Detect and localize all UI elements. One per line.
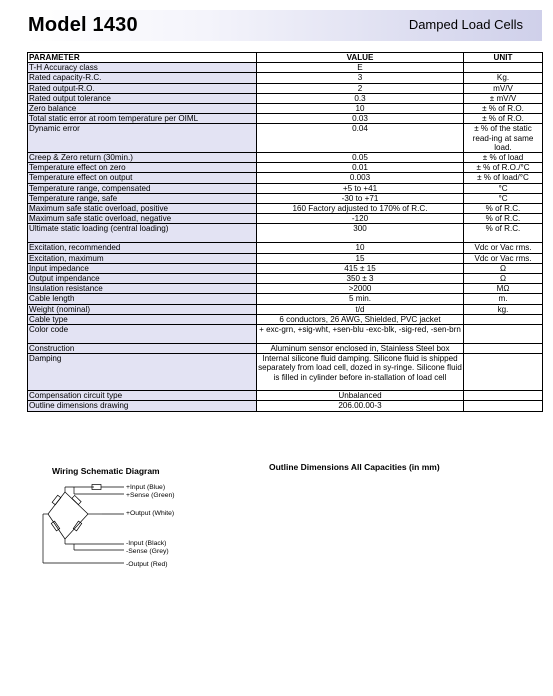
- table-row: [28, 354, 543, 391]
- value-cell: 0.04: [257, 124, 464, 153]
- table-row: [28, 153, 543, 163]
- wire-label-plus-output: +Output (White): [126, 510, 175, 517]
- unit-cell: [464, 314, 543, 324]
- value-cell: 160 Factory adjusted to 170% of R.C.: [257, 204, 464, 214]
- outline-dimensions-title: Outline Dimensions All Capacities (in mm): [269, 462, 440, 472]
- wiring-schematic-icon: [40, 484, 130, 569]
- unit-cell: Ω: [464, 263, 543, 273]
- unit-cell: MΩ: [464, 284, 543, 294]
- table-row: [28, 114, 543, 124]
- wire-label-plus-sense: +Sense (Green): [126, 492, 175, 499]
- unit-cell: ± % of the static read-ing at same load.: [464, 124, 543, 153]
- col-header-value: VALUE: [257, 53, 464, 63]
- param-cell: Rated output tolerance: [28, 93, 257, 103]
- value-cell: 5 min.: [257, 294, 464, 304]
- table-row: [28, 73, 543, 83]
- param-cell: Temperature range, compensated: [28, 183, 257, 193]
- param-cell: Damping: [28, 354, 257, 391]
- value-cell: 10: [257, 104, 464, 114]
- unit-cell: [464, 325, 543, 344]
- unit-cell: Vdc or Vac rms.: [464, 243, 543, 253]
- param-cell: Ultimate static loading (central loading): [28, 224, 257, 243]
- param-cell: Maximum safe static overload, positive: [28, 204, 257, 214]
- wiring-diagram-title: Wiring Schematic Diagram: [52, 466, 160, 476]
- table-row: [28, 204, 543, 214]
- table-row: [28, 83, 543, 93]
- unit-cell: % of R.C.: [464, 224, 543, 243]
- param-cell: Excitation, recommended: [28, 243, 257, 253]
- table-row: [28, 294, 543, 304]
- table-row: [28, 93, 543, 103]
- value-cell: 0.01: [257, 163, 464, 173]
- value-cell: -120: [257, 214, 464, 224]
- param-cell: Weight (nominal): [28, 304, 257, 314]
- unit-cell: ± % of R.O./°C: [464, 163, 543, 173]
- value-cell: + exc-grn, +sig-wht, +sen-blu -exc-blk, -sig-red, -sen-brn: [257, 325, 464, 344]
- table-row: [28, 63, 543, 73]
- table-row: [28, 224, 543, 243]
- value-cell: >2000: [257, 284, 464, 294]
- param-cell: Dynamic error: [28, 124, 257, 153]
- value-cell: 300: [257, 224, 464, 243]
- value-cell: 0.05: [257, 153, 464, 163]
- model-title: Model 1430: [28, 14, 138, 36]
- unit-cell: [464, 63, 543, 73]
- unit-cell: m.: [464, 294, 543, 304]
- value-cell: 6 conductors, 26 AWG, Shielded, PVC jacket: [257, 314, 464, 324]
- value-cell: Unbalanced: [257, 391, 464, 401]
- wire-label-minus-sense: -Sense (Grey): [126, 548, 169, 555]
- unit-cell: [464, 354, 543, 391]
- value-cell: 0.003: [257, 173, 464, 183]
- unit-cell: °C: [464, 183, 543, 193]
- unit-cell: ± % of load: [464, 153, 543, 163]
- table-row: [28, 344, 543, 354]
- param-cell: Output impendance: [28, 274, 257, 284]
- unit-cell: ± mV/V: [464, 93, 543, 103]
- table-row: [28, 314, 543, 324]
- unit-cell: [464, 391, 543, 401]
- value-cell: 15: [257, 253, 464, 263]
- table-header: [28, 53, 543, 63]
- unit-cell: Kg.: [464, 73, 543, 83]
- table-row: [28, 193, 543, 203]
- param-cell: Rated output-R.O.: [28, 83, 257, 93]
- param-cell: Temperature effect on output: [28, 173, 257, 183]
- table-row: [28, 263, 543, 273]
- unit-cell: Ω: [464, 274, 543, 284]
- table-row: [28, 325, 543, 344]
- unit-cell: % of R.C.: [464, 214, 543, 224]
- wire-label-minus-input: -Input (Black): [126, 540, 167, 547]
- value-cell: E: [257, 63, 464, 73]
- value-cell: 415 ± 15: [257, 263, 464, 273]
- table-row: [28, 304, 543, 314]
- param-cell: Temperature range, safe: [28, 193, 257, 203]
- param-cell: T-H Accuracy class: [28, 63, 257, 73]
- unit-cell: [464, 401, 543, 411]
- unit-cell: mV/V: [464, 83, 543, 93]
- unit-cell: ± % of load/°C: [464, 173, 543, 183]
- param-cell: Insulation resistance: [28, 284, 257, 294]
- param-cell: Outline dimensions drawing: [28, 401, 257, 411]
- wire-label-minus-output: -Output (Red): [126, 561, 168, 568]
- value-cell: 350 ± 3: [257, 274, 464, 284]
- value-cell: 206.00.00-3: [257, 401, 464, 411]
- product-subtitle: Damped Load Cells: [408, 17, 523, 32]
- unit-cell: ± % of R.O.: [464, 114, 543, 124]
- unit-cell: Vdc or Vac rms.: [464, 253, 543, 263]
- param-cell: Creep & Zero return (30min.): [28, 153, 257, 163]
- param-cell: Compensation circuit type: [28, 391, 257, 401]
- value-cell: 10: [257, 243, 464, 253]
- value-cell: -30 to +71: [257, 193, 464, 203]
- param-cell: Excitation, maximum: [28, 253, 257, 263]
- value-cell: +5 to +41: [257, 183, 464, 193]
- param-cell: Color code: [28, 325, 257, 344]
- param-cell: Rated capacity-R.C.: [28, 73, 257, 83]
- table-row: [28, 124, 543, 153]
- unit-cell: kg.: [464, 304, 543, 314]
- table-row: [28, 274, 543, 284]
- param-cell: Zero balance: [28, 104, 257, 114]
- wire-label-plus-input: +Input (Blue): [126, 484, 166, 491]
- value-cell: 2: [257, 83, 464, 93]
- param-cell: Cable length: [28, 294, 257, 304]
- table-row: [28, 214, 543, 224]
- table-row: [28, 104, 543, 114]
- param-cell: Construction: [28, 344, 257, 354]
- param-cell: Maximum safe static overload, negative: [28, 214, 257, 224]
- param-cell: Total static error at room temperature per OIML: [28, 114, 257, 124]
- unit-cell: % of R.C.: [464, 204, 543, 214]
- table-row: [28, 243, 543, 253]
- value-cell: Aluminum sensor enclosed in, Stainless Steel box: [257, 344, 464, 354]
- param-cell: Input impedance: [28, 263, 257, 273]
- unit-cell: ± % of R.O.: [464, 104, 543, 114]
- param-cell: Cable type: [28, 314, 257, 324]
- unit-cell: [464, 344, 543, 354]
- col-header-unit: UNIT: [464, 53, 543, 63]
- table-row: [28, 253, 543, 263]
- spec-table: [27, 52, 543, 412]
- value-cell: 3: [257, 73, 464, 83]
- param-cell: Temperature effect on zero: [28, 163, 257, 173]
- col-header-parameter: PARAMETER: [28, 53, 257, 63]
- table-row: [28, 391, 543, 401]
- value-cell: t/d: [257, 304, 464, 314]
- value-cell: Internal silicone fluid damping. Silicone fluid is shipped separately from load cell, dozed in sy-ringe. Silicone fluid is filled in cylinder before in-stallation of load cell: [257, 354, 464, 391]
- unit-cell: °C: [464, 193, 543, 203]
- table-row: [28, 401, 543, 411]
- table-row: [28, 163, 543, 173]
- table-row: [28, 284, 543, 294]
- table-row: [28, 173, 543, 183]
- value-cell: 0.3: [257, 93, 464, 103]
- value-cell: 0.03: [257, 114, 464, 124]
- table-row: [28, 183, 543, 193]
